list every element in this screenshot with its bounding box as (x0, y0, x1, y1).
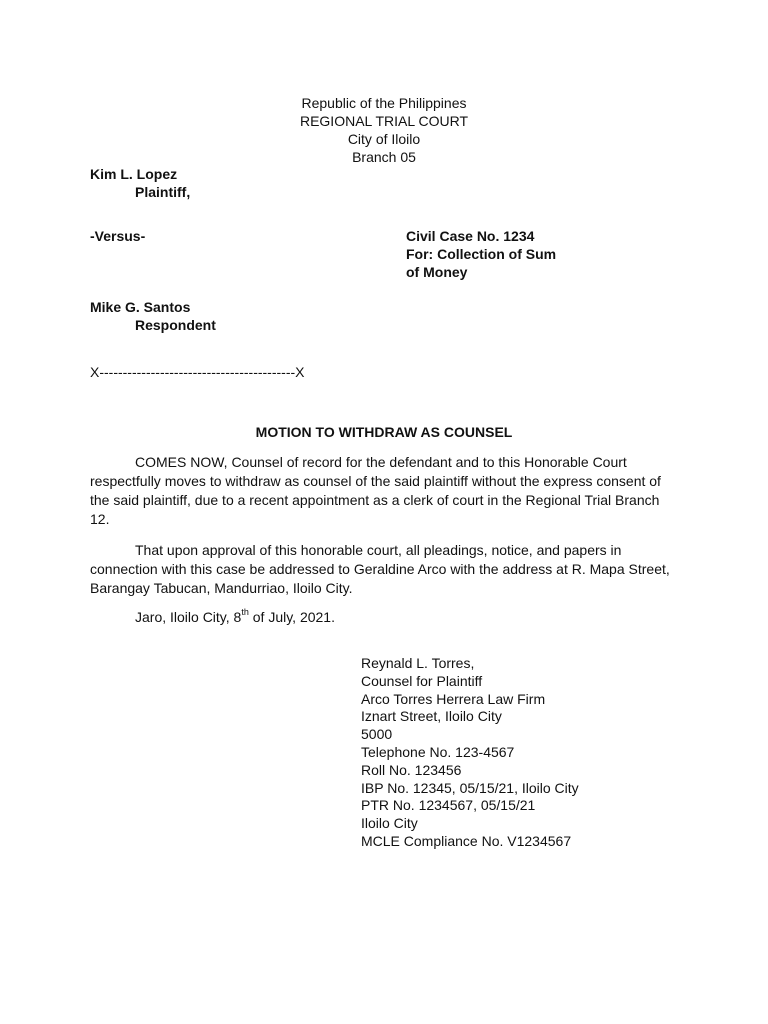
court-header (0, 94, 768, 166)
respondent-role: Respondent (135, 317, 216, 333)
respondent-name: Mike G. Santos (90, 299, 191, 315)
plaintiff-role: Plaintiff, (135, 184, 191, 200)
case-number: Civil Case No. 1234 (406, 228, 535, 244)
date-suffix: of July, 2021. (248, 609, 335, 625)
signature-role: Counsel for Plaintiff (361, 672, 483, 689)
signature-telephone: Telephone No. 123-4567 (361, 743, 515, 760)
plaintiff-name: Kim L. Lopez (90, 166, 178, 182)
body-paragraph-2: That upon approval of this honorable court, all pleadings, notice, and papers in connection with this case be addressed to Geraldine Arco with the address at R. Mapa Street, Barangay Tabucan, Mandurriao, Iloilo City. (90, 542, 670, 596)
signature-street: Iznart Street, Iloilo City (361, 708, 502, 725)
case-nature-line1: For: Collection of Sum (406, 246, 557, 262)
signature-block (361, 655, 579, 851)
date-prefix: Jaro, Iloilo City, 8 (135, 609, 242, 625)
body-paragraph-1: COMES NOW, Counsel of record for the defendant and to this Honorable Court respectfully moves to withdraw as counsel of the said plaintiff without the express consent of the said plaintiff, due to a recent appointment as a clerk of court in the Regional Trial Branch 12. (90, 454, 661, 527)
signature-ibp-no: IBP No. 12345, 05/15/21, Iloilo City (361, 779, 579, 796)
court-header-branch: Branch 05 (352, 149, 416, 165)
court-header-court: REGIONAL TRIAL COURT (299, 113, 469, 129)
court-header-city: City of Iloilo (347, 131, 421, 147)
signature-ptr-no: PTR No. 1234567, 05/15/21 (361, 797, 536, 814)
versus-label: -Versus- (90, 228, 146, 244)
signature-mcle: MCLE Compliance No. V1234567 (361, 832, 572, 849)
caption-separator: X------------------------------------------X (90, 364, 305, 380)
date-line (135, 608, 335, 626)
date-ordinal: th (241, 607, 249, 618)
motion-title: MOTION TO WITHDRAW AS COUNSEL (255, 424, 513, 440)
court-header-republic: Republic of the Philippines (301, 95, 467, 111)
signature-roll-no: Roll No. 123456 (361, 761, 462, 778)
signature-name: Reynald L. Torres, (361, 655, 475, 671)
signature-firm: Arco Torres Herrera Law Firm (361, 690, 546, 707)
case-nature-line2: of Money (406, 264, 468, 280)
signature-city: Iloilo City (361, 815, 418, 832)
signature-zip: 5000 (361, 726, 393, 743)
